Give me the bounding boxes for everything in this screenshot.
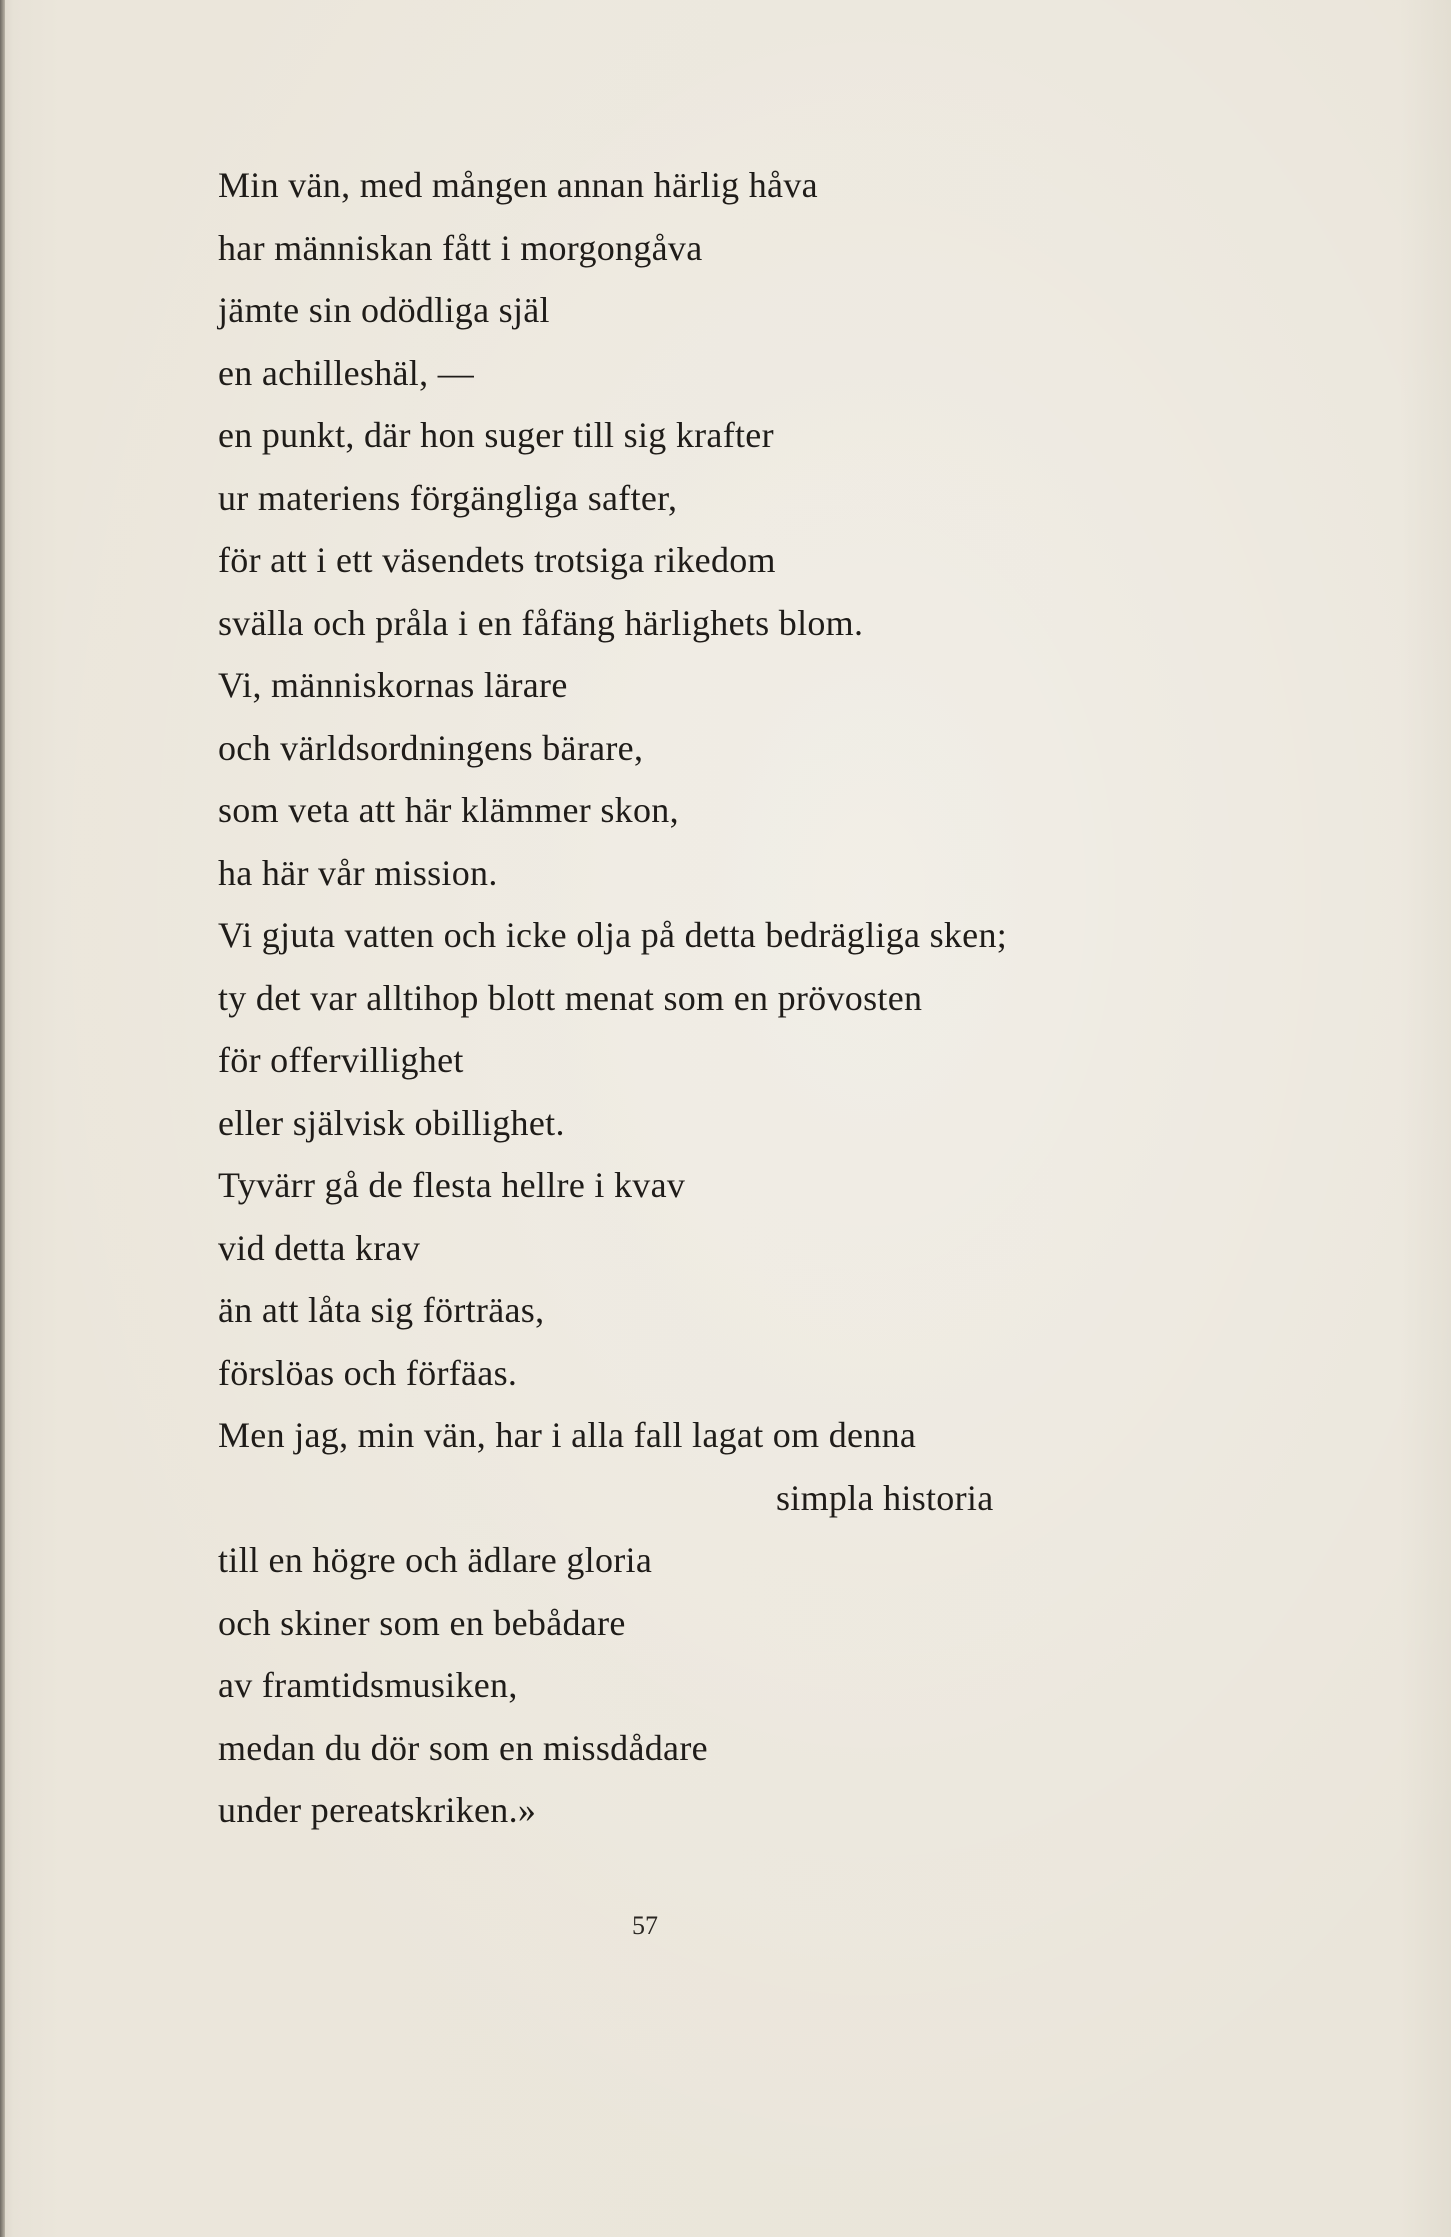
poem-line: en achilleshäl, — <box>218 352 475 393</box>
poem-line-continuation: simpla historia <box>776 1477 994 1518</box>
poem-line: som veta att här klämmer skon, <box>218 790 679 830</box>
poem-line: och skiner som en bebådare <box>218 1602 626 1643</box>
poem-line: ha här vår mission. <box>218 852 498 893</box>
poem-line: under pereatskriken.» <box>218 1790 537 1830</box>
poem-line: för offervillighet <box>218 1040 464 1080</box>
poem-line: och världsordningens bärare, <box>218 727 644 768</box>
poem-line: svälla och pråla i en fåfäng härlighets blom. <box>218 602 864 643</box>
poem-line: ty det var alltihop blott menat som en prövosten <box>218 977 923 1018</box>
poem-line: Vi gjuta vatten och icke olja på detta bedrägliga sken; <box>218 915 1008 955</box>
page-number: 57 <box>632 1911 658 1940</box>
poem-line: Men jag, min vän, har i alla fall lagat om denna <box>218 1415 917 1455</box>
poem-line: än att låta sig förträas, <box>218 1290 545 1330</box>
poem-line: jämte sin odödliga själ <box>218 290 550 330</box>
poem-line: Min vän, med mången annan härlig håva <box>218 165 818 205</box>
poem-line: till en högre och ädlare gloria <box>218 1540 653 1580</box>
poem-line: av framtidsmusiken, <box>218 1665 518 1705</box>
poem-line: en punkt, där hon suger till sig krafter <box>218 415 774 455</box>
poem-line: för att i ett väsendets trotsiga rikedom <box>218 540 776 580</box>
poem-line: har människan fått i morgongåva <box>218 227 703 268</box>
poem-line: eller självisk obillighet. <box>218 1102 565 1143</box>
poem-text <box>218 154 1218 1842</box>
poem-line: Vi, människornas lärare <box>218 665 568 705</box>
poem-line: vid detta krav <box>218 1227 421 1268</box>
binding-edge <box>0 0 5 2237</box>
poem-line: ur materiens förgängliga safter, <box>218 477 678 518</box>
poem-line: Tyvärr gå de flesta hellre i kvav <box>218 1165 686 1205</box>
poem-line: förslöas och förfäas. <box>218 1352 518 1393</box>
poem-line: medan du dör som en missdådare <box>218 1727 708 1768</box>
